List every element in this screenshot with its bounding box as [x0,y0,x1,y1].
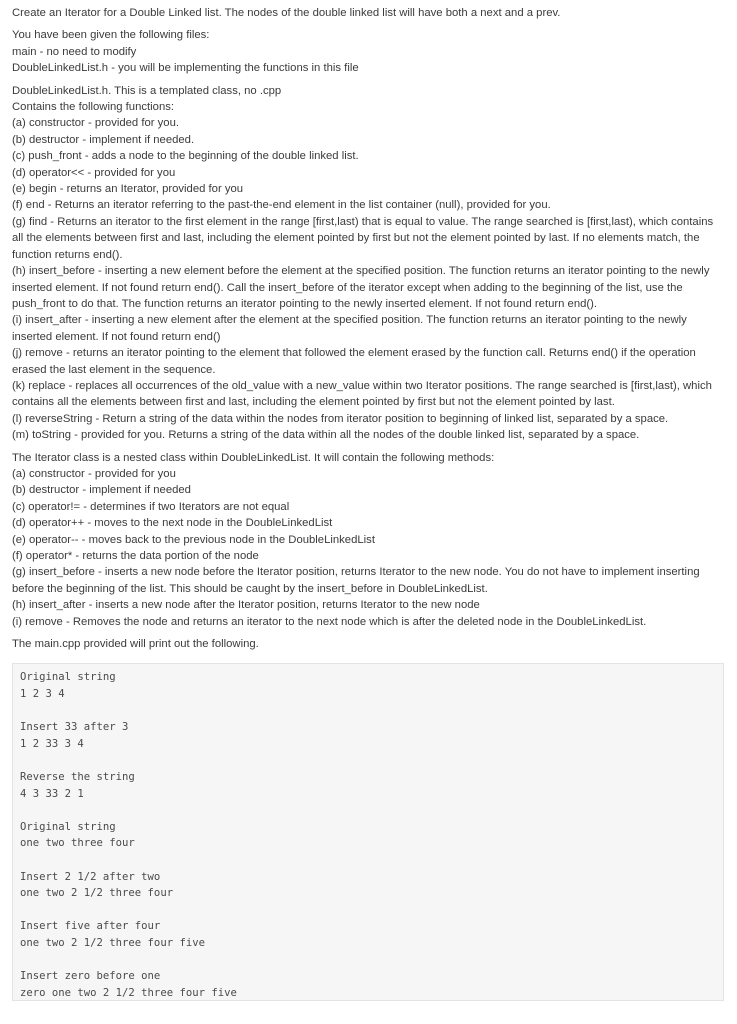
output-title: Insert 2 1/2 after two [20,870,161,883]
given-heading: You have been given the following files: [12,29,210,42]
iterator-method-item: (g) insert_before - inserts a new node before the Iterator position, returns Iterator to the new node. You do not have to implement inserting before the beginning of the list. This should be caught by the insert_before in DoubleLinkedList. [12,566,700,595]
dll-heading: DoubleLinkedList.h. This is a templated class, no .cpp [12,84,282,97]
iterator-method-item: (a) constructor - provided for you [12,467,176,480]
dll-function-item: (e) begin - returns an Iterator, provided for you [12,183,244,196]
dll-function-item: (k) replace - replaces all occurrences of the old_value with a new_value within two Iterator positions. The range searched is [first,last), which contains all the elements between first and last, including the element pointed by first but not the element pointed by last. [12,379,712,409]
given-files-section [12,27,725,76]
main-note: The main.cpp provided will print out the following. [12,638,259,651]
iterator-method-item: (c) operator!= - determines if two Iterators are not equal [12,500,290,513]
dll-subheading: Contains the following functions: [12,101,175,114]
output-title: Insert zero before one [20,970,161,983]
output-title: Original string [20,820,116,833]
dll-function-item: (a) constructor - provided for you. [12,117,180,130]
output-value: one two 2 1/2 three four five [20,936,205,949]
output-value: zero one two 2 1/2 three four five [20,986,237,999]
iterator-heading: The Iterator class is a nested class within DoubleLinkedList. It will contain the following methods: [12,451,495,464]
dll-function-item: (m) toString - provided for you. Returns a string of the data within all the nodes of the double linked list, separated by a space. [12,429,640,442]
dll-function-item: (j) remove - returns an iterator pointing to the element that followed the element erased by the function call. Returns end() if the operation erased the last element in the sequence. [12,347,696,376]
dll-section [12,83,725,444]
intro-text: Create an Iterator for a Double Linked list. The nodes of the double linked list will have both a next and a prev. [12,7,561,19]
output-title: Reverse the string [20,771,135,783]
iterator-method-item: (b) destructor - implement if needed [12,484,191,497]
dll-function-item: (i) insert_after - inserting a new element after the element at the specified position. The function returns an iterator pointing to the newly inserted element. If not found return end() [12,314,687,343]
dll-function-item: (h) insert_before - inserting a new element before the element at the specified position. The function returns an iterator pointing to the newly inserted element. If not found return end(). Call the insert_before of the iterator except when adding to the beginning of the list, use the push_front to do that. The function returns an iterator pointing to the newly inserted element. If not found return end(). [12,265,710,310]
output-title: Original string [20,671,116,684]
iterator-method-item: (d) operator++ - moves to the next node in the DoubleLinkedList [12,517,333,530]
dll-function-item: (d) operator<< - provided for you [12,166,176,179]
iterator-method-item: (e) operator-- - moves back to the previous node in the DoubleLinkedList [12,533,375,546]
output-value: 4 3 33 2 1 [20,787,84,800]
output-value: one two 2 1/2 three four [20,887,174,900]
iterator-method-item: (f) operator* - returns the data portion of the node [12,550,259,562]
iterator-method-item: (h) insert_after - inserts a new node after the Iterator position, returns Iterator to the new node [12,599,480,612]
dll-function-item: (c) push_front - adds a node to the beginning of the double linked list. [12,150,359,163]
output-value: 1 2 3 4 [20,688,65,701]
iterator-method-item: (i) remove - Removes the node and returns an iterator to the next node which is after the deleted node in the DoubleLinkedList. [12,615,647,628]
dll-function-item: (l) reverseString - Return a string of the data within the nodes from iterator position to beginning of linked list, separated by a space. [12,412,669,425]
output-title: Insert 33 after 3 [20,721,129,734]
dll-function-item: (b) destructor - implement if needed. [12,133,195,146]
output-title: Insert five after four [20,920,161,933]
file-item: DoubleLinkedList.h - you will be implementing the functions in this file [12,62,359,75]
file-item: main - no need to modify [12,45,137,58]
iterator-section [12,450,725,630]
dll-function-item: (f) end - Returns an iterator referring to the past-the-end element in the list container (null), provided for you. [12,199,551,212]
output-value: one two three four [20,837,135,850]
output-value: 1 2 33 3 4 [20,737,84,750]
output-code-block [12,663,724,1001]
dll-function-item: (g) find - Returns an iterator to the first element in the range [first,last) that is equal to value. The range searched is [first,last), which contains all the elements between first and last, including the element pointed by first but not the element pointed by last. If no elements match, the function returns end(). [12,215,714,261]
